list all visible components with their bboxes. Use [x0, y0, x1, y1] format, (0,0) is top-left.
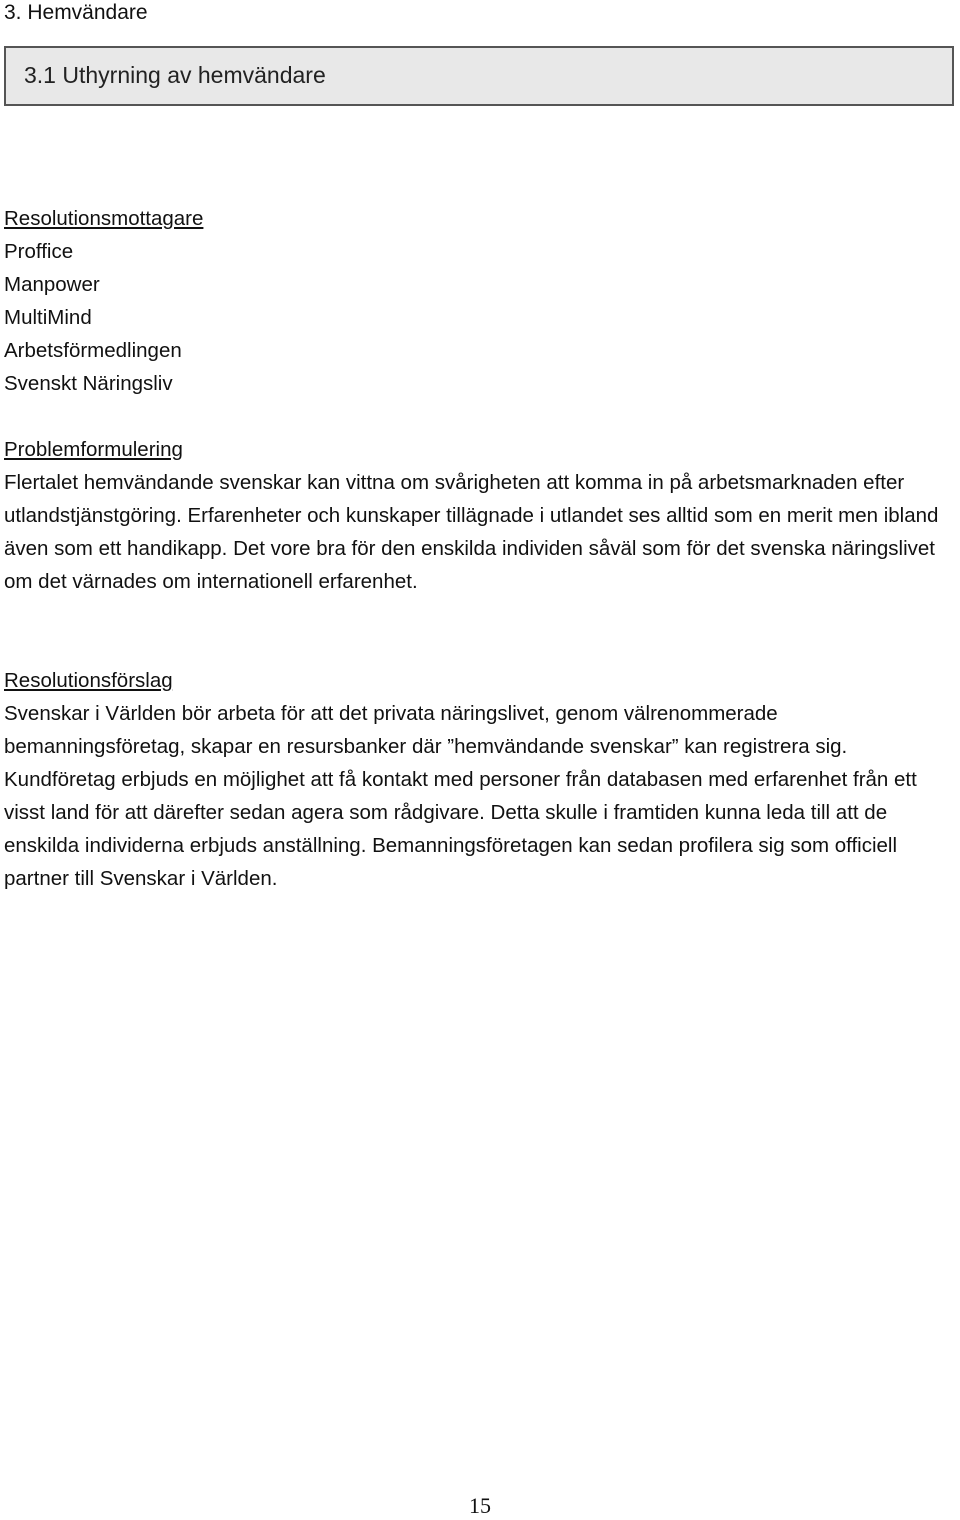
- chapter-title: 3. Hemvändare: [4, 1, 148, 24]
- section-title: 3.1 Uthyrning av hemvändare: [24, 62, 326, 88]
- problem-paragraph: Flertalet hemvändande svenskar kan vittna om svårigheten att komma in på arbetsmarknaden efter utlandstjänstgöring. Erfarenheter och kunskaper tillägnade i utlandet ses alltid som en merit men ibland även som ett handikapp. Det vore bra för den enskilda individen såväl som för det svenska näringslivet om det värnades om internationell erfarenhet.: [4, 471, 939, 593]
- recipients-list: [4, 202, 958, 400]
- recipient-item: Svenskt Näringsliv: [4, 372, 173, 395]
- proposal-section: [4, 664, 958, 895]
- page-number: 15: [469, 1493, 491, 1518]
- recipients-heading: Resolutionsmottagare: [4, 207, 204, 230]
- proposal-heading: Resolutionsförslag: [4, 669, 173, 692]
- recipient-item: MultiMind: [4, 306, 92, 329]
- proposal-paragraph: Svenskar i Världen bör arbeta för att det privata näringslivet, genom välrenommerade bemanningsföretag, skapar en resursbanker där ”hemvändande svenskar” kan registrera sig. Kundföretag erbjuds en möjlighet att få kontakt med personer från databasen med erfarenhet från ett visst land för att därefter sedan agera som rådgivare. Detta skulle i framtiden kunna leda till att de enskilda individerna erbjuds anställning. Bemanningsföretagen kan sedan profilera sig som officiell partner till Svenskar i Världen.: [4, 702, 917, 890]
- problem-section: [4, 433, 958, 598]
- recipient-item: Manpower: [4, 273, 100, 296]
- problem-heading: Problemformulering: [4, 438, 183, 461]
- recipient-item: Proffice: [4, 240, 74, 263]
- section-header-box: [4, 46, 954, 106]
- recipient-item: Arbetsförmedlingen: [4, 339, 182, 362]
